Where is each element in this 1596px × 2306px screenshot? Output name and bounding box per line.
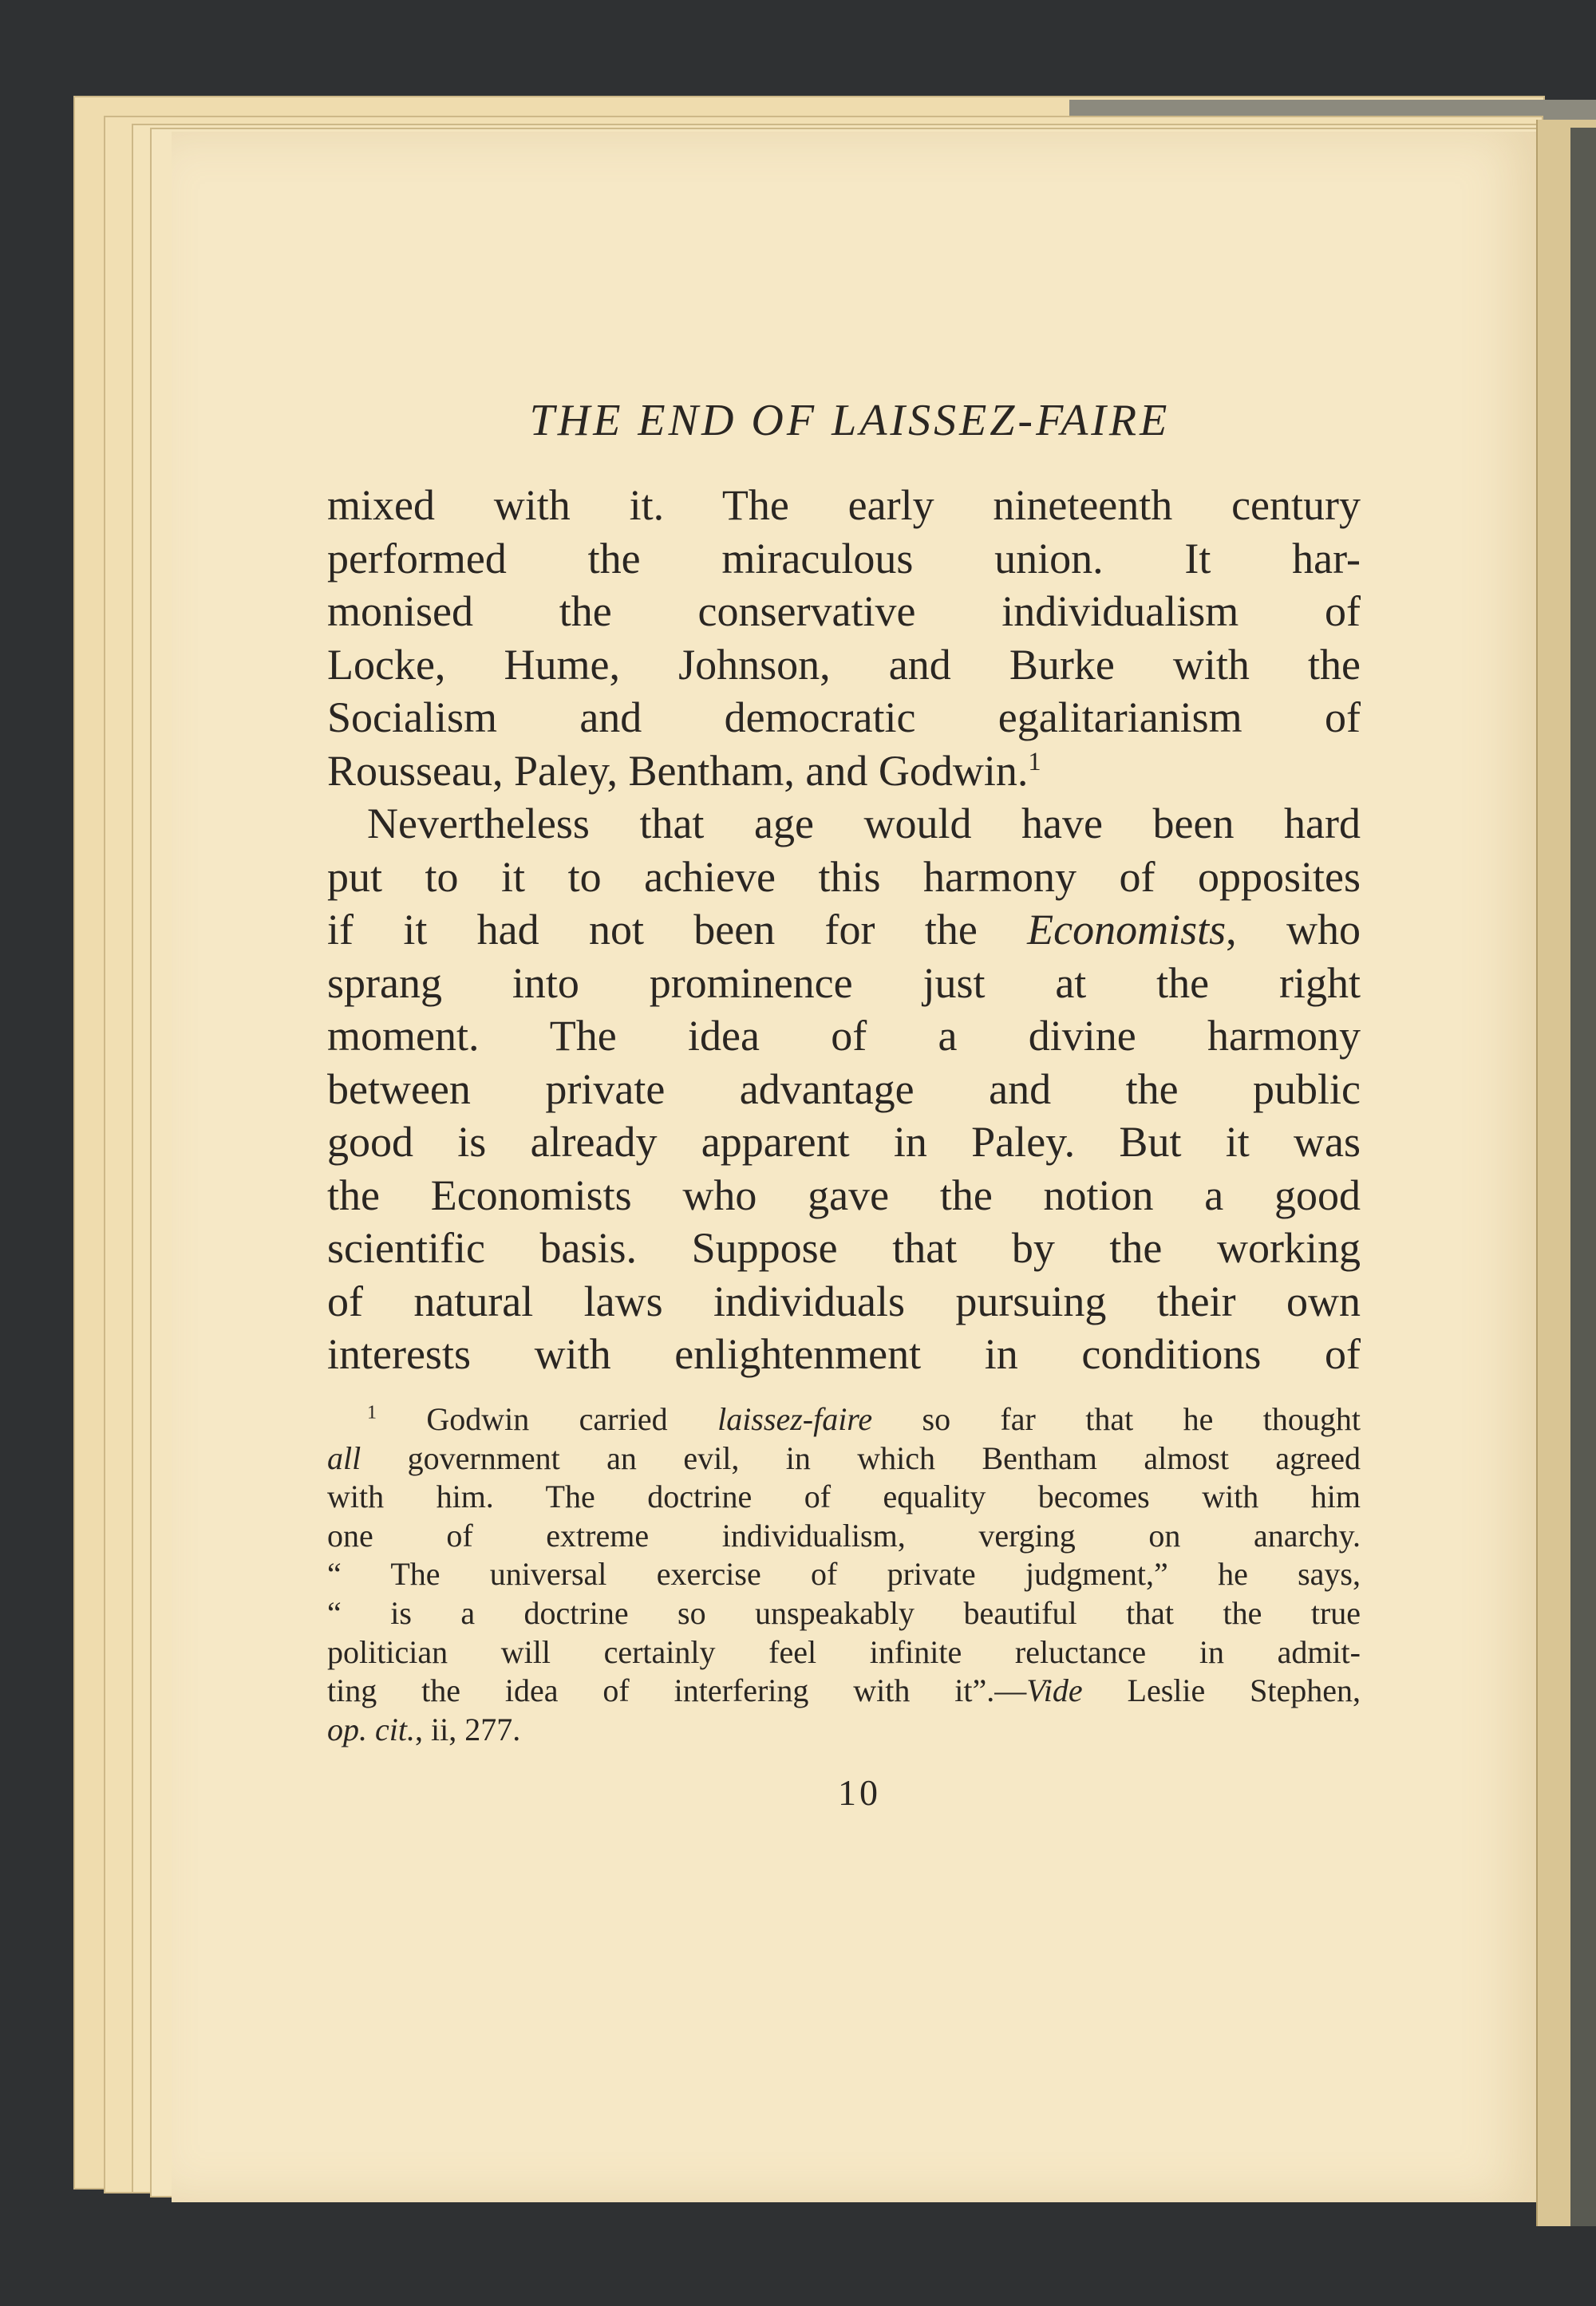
text-line: Locke, Hume, Johnson, and Burke with the [327, 640, 1361, 689]
text-line: Socialism and democratic egalitarianism of [327, 693, 1361, 741]
text-line: of natural laws individuals pursuing their own [327, 1277, 1361, 1325]
footnote-line: “ The universal exercise of private judgment,” he says, [327, 1556, 1361, 1593]
paragraph-1 [327, 479, 1361, 797]
text-segment: Leslie Stephen, [1082, 1672, 1361, 1709]
text-segment: government an evil, in which Bentham almost agreed [361, 1439, 1361, 1476]
book-spine [1570, 128, 1596, 2226]
text-line: performed the miraculous union. It har- [327, 534, 1361, 582]
body-text [327, 479, 1361, 1381]
italic-term: all [327, 1439, 361, 1476]
text-line [327, 903, 1361, 957]
footnote [327, 1400, 1361, 1749]
footnote-line: “ is a doctrine so unspeakably beautiful that the true [327, 1594, 1361, 1631]
text-line: good is already apparent in Paley. But it was [327, 1118, 1361, 1166]
italic-term: op. cit. [327, 1711, 415, 1747]
italic-term: Economists [1027, 906, 1227, 954]
text-line: between private advantage and the public [327, 1064, 1361, 1113]
text-segment: Godwin carried [426, 1401, 718, 1437]
page-number: 10 [838, 1772, 881, 1813]
italic-term: Vide [1026, 1672, 1083, 1709]
running-head: THE END OF LAISSEZ-FAIRE [529, 396, 1171, 445]
text-line: monised the conservative individualism of [327, 587, 1361, 635]
footnote-line: with him. The doctrine of equality becomes with him [327, 1479, 1361, 1515]
text-line: Nevertheless that age would have been hard [367, 800, 1361, 847]
text-segment: , ii, 277. [414, 1711, 521, 1747]
text-line: sprang into prominence just at the right [327, 958, 1361, 1007]
text-segment: ting the idea of interfering with it”.— [327, 1672, 1027, 1709]
footnote-line: one of extreme individualism, verging on anarchy. [327, 1517, 1361, 1554]
footnote-line [327, 1672, 1361, 1711]
footnote-marker: 1 [367, 1402, 377, 1423]
text-line: moment. The idea of a divine harmony [327, 1012, 1361, 1060]
text-segment: if it had not been for the [327, 906, 1028, 954]
text-segment: so far that he thought [872, 1401, 1361, 1437]
footnote-reference: 1 [1028, 747, 1041, 776]
text-line: interests with enlightenment in conditions of [327, 1330, 1361, 1378]
italic-term: laissez-faire [717, 1401, 873, 1437]
text-line: mixed with it. The early nineteenth century [327, 481, 1361, 529]
text-line [327, 744, 1361, 798]
footnote-line [327, 1400, 1361, 1439]
text-line: the Economists who gave the notion a good [327, 1171, 1361, 1219]
paragraph-2 [327, 797, 1361, 1381]
text-line-content: Rousseau, Paley, Bentham, and Godwin. [327, 746, 1029, 795]
footnote-line [327, 1439, 1361, 1479]
text-line: put to it to achieve this harmony of opposites [327, 852, 1361, 901]
text-segment: , who [1226, 906, 1361, 954]
text-line: scientific basis. Suppose that by the working [327, 1224, 1361, 1272]
footnote-line: politician will certainly feel infinite reluctance in admit- [327, 1633, 1361, 1670]
footnote-line [327, 1711, 1361, 1750]
